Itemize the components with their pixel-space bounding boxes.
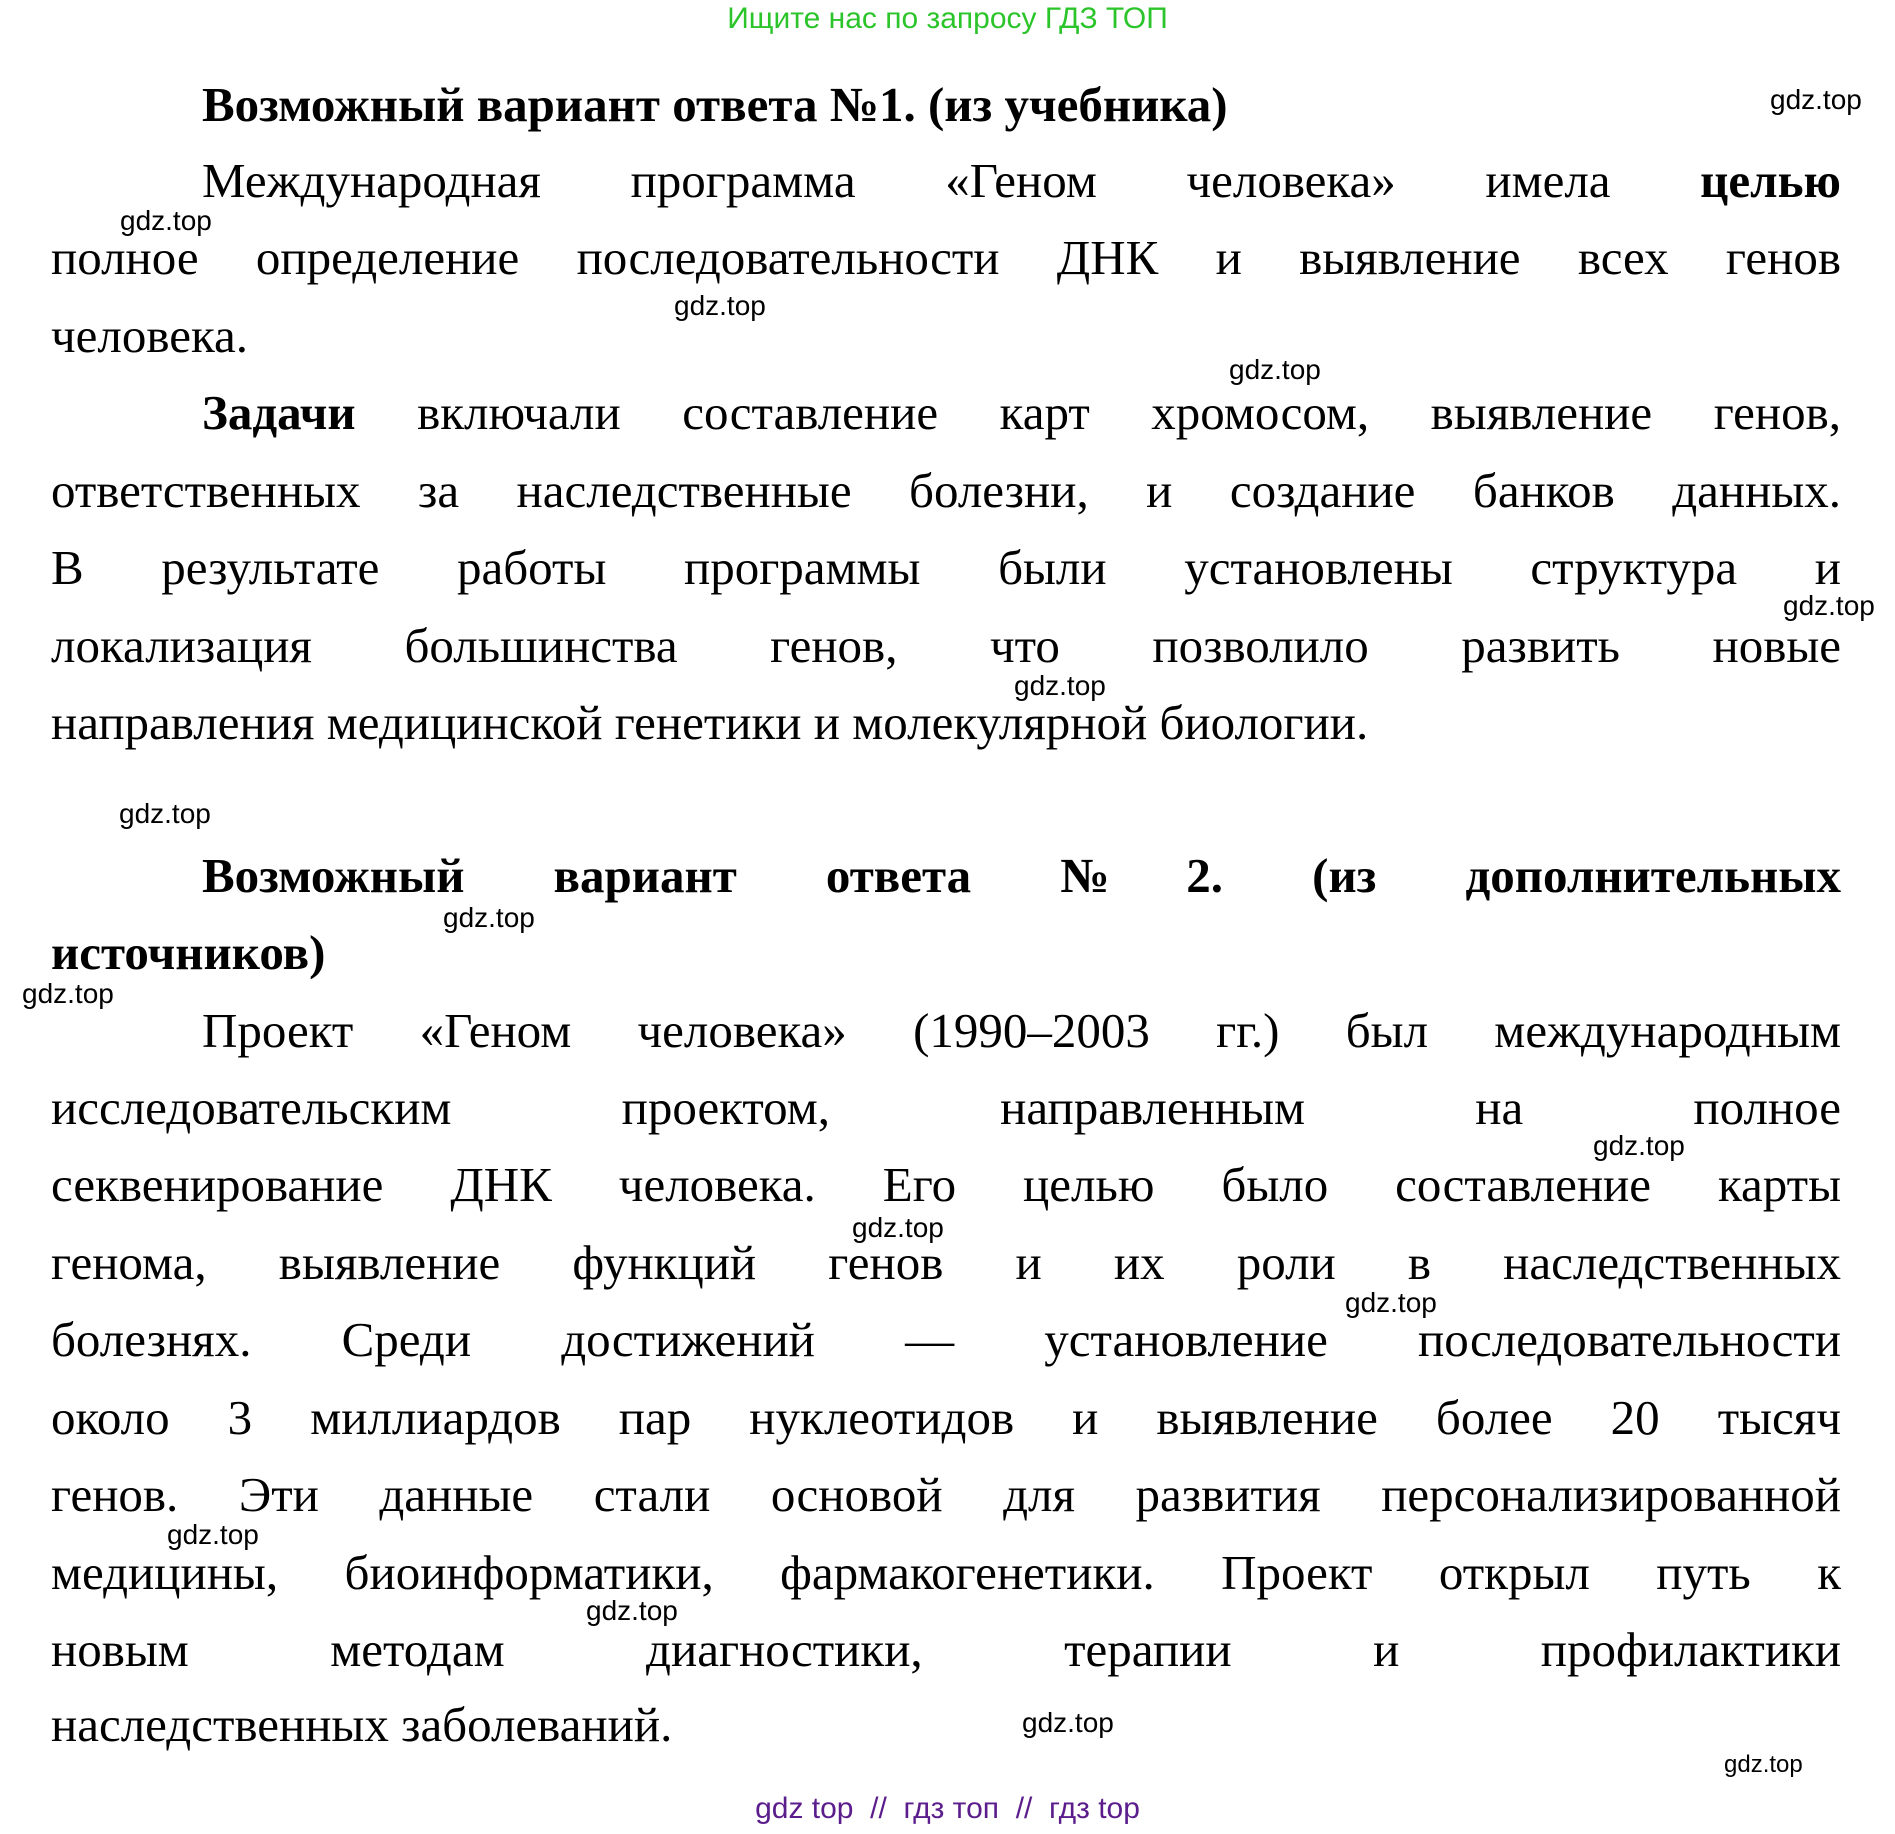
paragraph-line: около 3 миллиардов пар нуклеотидов и выявление более 20 тысяч [51,1390,1841,1445]
text: Международная программа «Геном человека» имела [202,153,1701,208]
paragraph-line: направления медицинской генетики и молекулярной биологии. [51,695,1369,750]
watermark: gdz.top [119,798,211,829]
watermark: gdz.top [1783,590,1875,621]
paragraph-line: локализация большинства генов, что позволило развить новые [51,618,1841,673]
watermark: gdz.top [1770,84,1862,115]
watermark: gdz.top [1022,1707,1114,1738]
watermark: gdz.top [1014,670,1106,701]
paragraph-line: генов. Эти данные стали основой для развития персонализированной [51,1467,1841,1522]
bold-term: Задачи [202,385,356,440]
paragraph-line: Проект «Геном человека» (1990–2003 гг.) был международным [202,1003,1841,1058]
watermark: gdz.top [852,1212,944,1243]
paragraph-line: наследственных заболеваний. [51,1697,673,1752]
watermark: gdz.top [586,1595,678,1626]
paragraph-line: исследовательским проектом, направленным на полное [51,1080,1841,1135]
paragraph-line: ответственных за наследственные болезни, и создание банков данных. [51,463,1841,518]
paragraph-line: болезнях. Среди достижений — установление последовательности [51,1312,1841,1367]
watermark: gdz.top [443,902,535,933]
paragraph-line: медицины, биоинформатики, фармакогенетики. Проект открыл путь к [51,1545,1841,1600]
watermark: gdz.top [1593,1130,1685,1161]
paragraph-line: полное определение последовательности ДНК и выявление всех генов [51,230,1841,285]
search-banner: Ищите нас по запросу ГДЗ ТОП [727,2,1168,35]
watermark: gdz.top [674,290,766,321]
watermark: gdz.top [1229,354,1321,385]
watermark: gdz.top [22,978,114,1009]
watermark: gdz.top [120,205,212,236]
watermark: gdz.top [1724,1751,1803,1778]
paragraph-line [202,142,1841,220]
paragraph-line: генома, выявление функций генов и их роли в наследственных [51,1235,1841,1290]
answer1-heading: Возможный вариант ответа №1. (из учебника) [202,77,1228,132]
footer-links[interactable]: gdz top // гдз топ // гдз top [755,1792,1140,1825]
paragraph-line: В результате работы программы были установлены структура и [51,540,1841,595]
watermark: gdz.top [167,1519,259,1550]
paragraph-line: секвенирование ДНК человека. Его целью было составление карты [51,1157,1841,1212]
paragraph-line: новым методам диагностики, терапии и профилактики [51,1622,1841,1677]
bold-term: целью [1700,153,1841,208]
answer2-heading-cont: источников) [51,925,326,980]
text: включали составление карт хромосом, выявление генов, [355,385,1841,440]
paragraph-line [202,374,1841,452]
paragraph-line: человека. [51,308,249,363]
watermark: gdz.top [1345,1287,1437,1318]
answer2-heading: Возможный вариант ответа №2. (из дополнительных [202,848,1841,903]
